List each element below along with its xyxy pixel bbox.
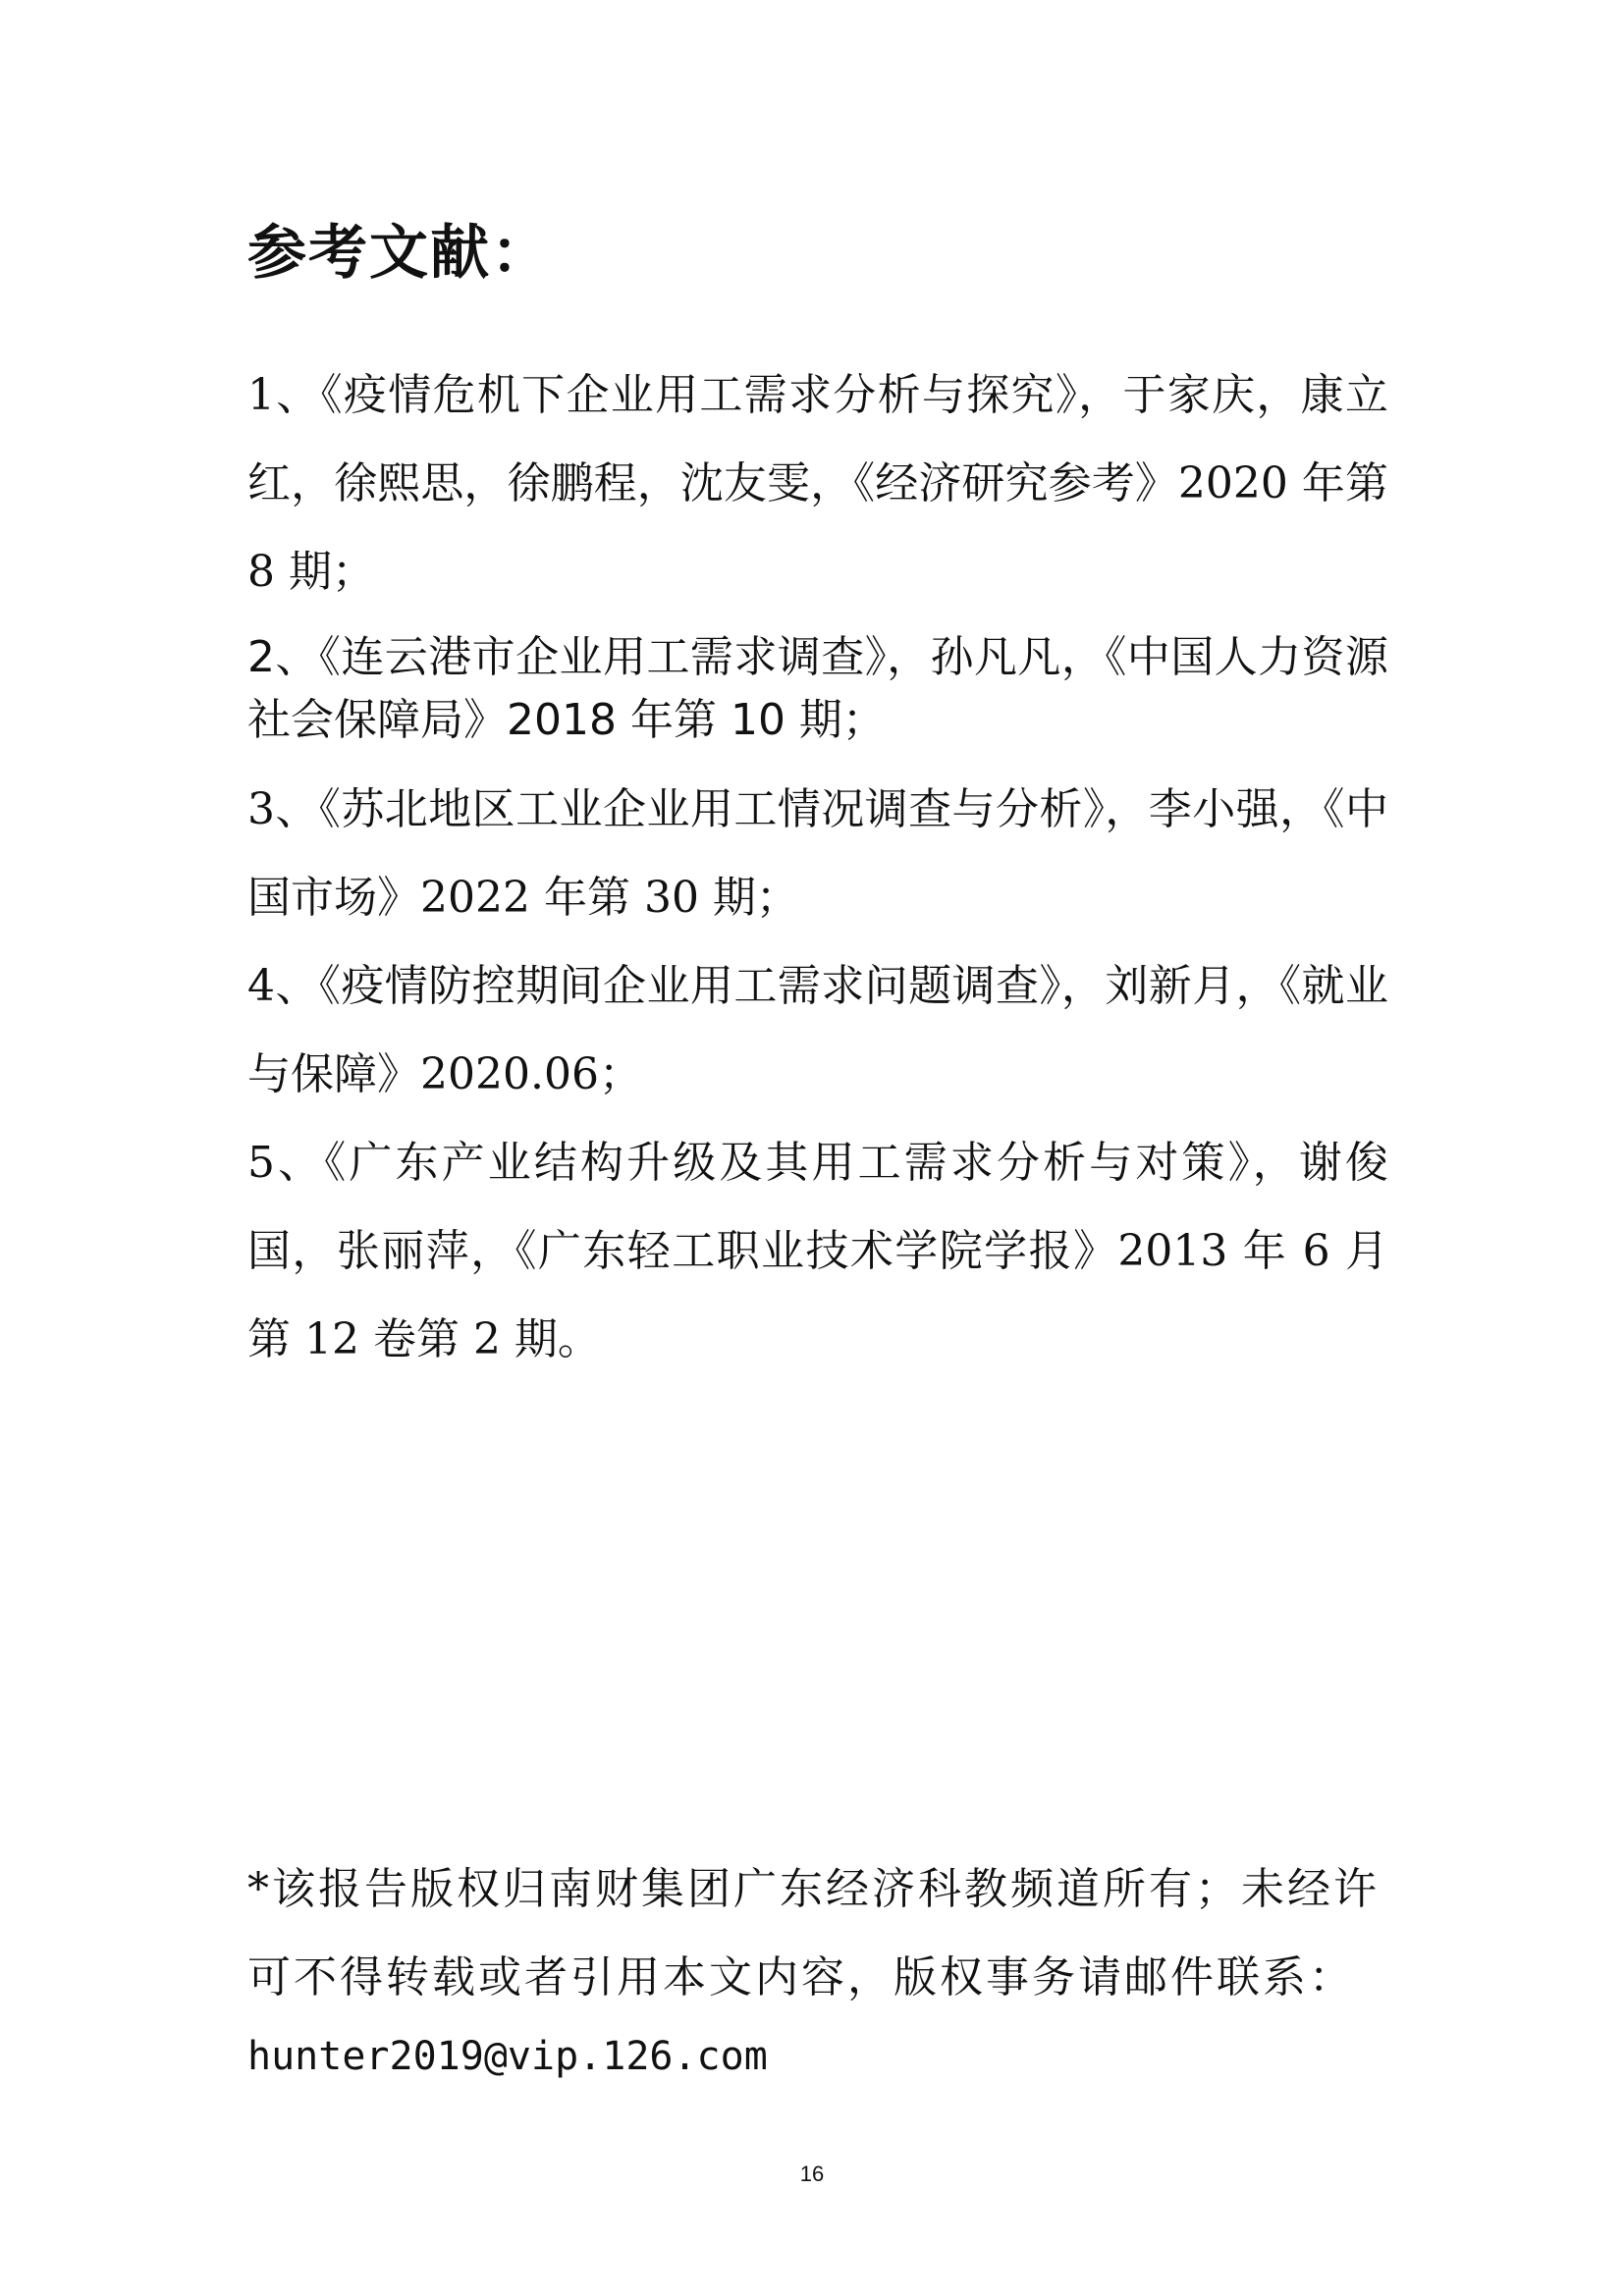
reference-item-3: 3、《苏北地区工业企业用工情况调查与分析》，李小强，《中国市场》2022 年第 30 期； [247, 784, 1388, 923]
reference-list [247, 351, 1388, 1384]
contact-email: hunter2019@vip.126.com [247, 2034, 768, 2079]
page-number: 16 [799, 2162, 825, 2186]
reference-item-5: 5、《广东产业结构升级及其用工需求分析与对策》，谢俊国，张丽萍，《广东轻工职业技术学院学报》2013 年 6 月第 12 卷第 2 期。 [247, 1138, 1388, 1364]
reference-item-4: 4、《疫情防控期间企业用工需求问题调查》，刘新月，《就业与保障》2020.06； [247, 961, 1388, 1099]
copyright-notice: *该报告版权归南财集团广东经济科教频道所有；未经许可不得转载或者引用本文内容，版权事务请邮件联系： [247, 1864, 1380, 2002]
reference-item-1: 1、《疫情危机下企业用工需求分析与探究》，于家庆，康立红，徐熙思，徐鹏程，沈友雯，《经济研究参考》2020 年第 8 期； [247, 370, 1388, 597]
reference-item-2: 2、《连云港市企业用工需求调查》，孙凡凡，《中国人力资源社会保障局》2018 年第 10 期； [247, 632, 1388, 745]
references-heading: 参考文献： [247, 219, 552, 288]
